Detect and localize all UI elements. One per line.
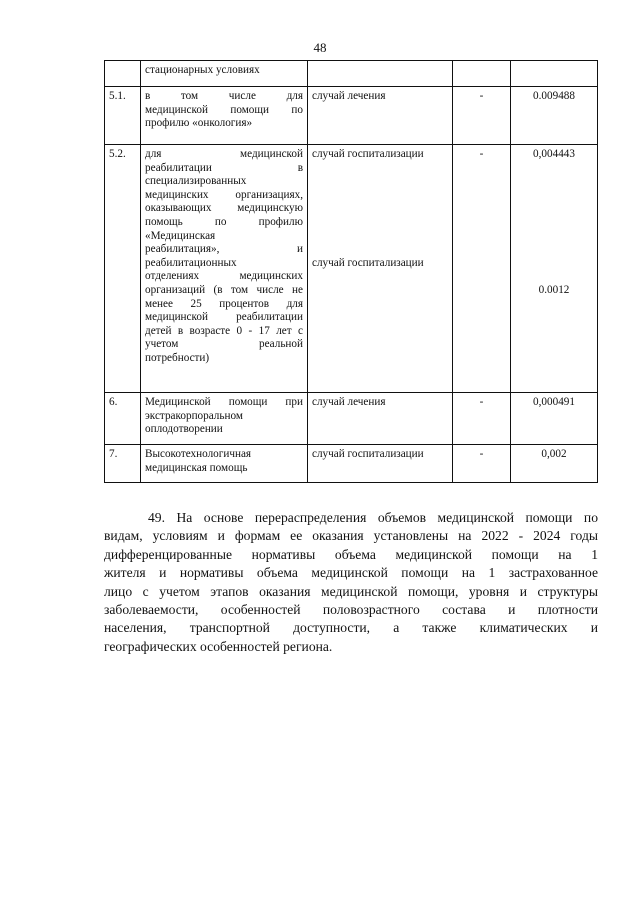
row-number: 5.2.: [105, 145, 141, 393]
row-number: 5.1.: [105, 87, 141, 145]
row-value: 0.009488: [511, 87, 598, 145]
row-dash: -: [453, 393, 511, 445]
paragraph-line: лицо с учетом этапов оказания медицинской помощи, уровня и структуры: [104, 583, 598, 599]
norms-table: [104, 60, 598, 483]
paragraph-line: 49. На основе перераспределения объемов медицинской помощи по: [148, 510, 598, 525]
row-value: 0,002: [511, 445, 598, 483]
paragraph-line: видам, условиям и формам ее оказания установлены на 2022 - 2024 годы: [104, 528, 598, 544]
paragraph-line: населения, транспортной доступности, а также климатических и: [104, 620, 598, 636]
row-value: 0,004443 0.0012: [511, 145, 598, 393]
page-number: 48: [313, 40, 327, 55]
row-number: 6.: [105, 393, 141, 445]
row-description: Высокотехнологичная медицинская помощь: [141, 445, 308, 483]
row-description: стационарных условиях: [141, 61, 308, 87]
paragraph-line: заболеваемости, особенностей половозрастного состава и плотности: [104, 602, 598, 618]
row-dash: -: [453, 145, 511, 393]
table-row: [105, 61, 598, 87]
row-dash: [453, 61, 511, 87]
paragraph-line: жителя и нормативы объема медицинской помощи на 1 застрахованное: [104, 565, 598, 581]
row-description: Медицинской помощи при экстракорпоральном оплодотворении: [141, 393, 308, 445]
row-description: в том числе для медицинской помощи по профилю «онкология»: [141, 87, 308, 145]
row-description: для медицинской реабилитации в специализированных медицинских организациях, оказывающих медицинскую помощь по профилю «Медицинская реабилитация», и реабилитационных отделениях медицинских организаций (в том числе не менее 25 процентов для медицинской реабилитации детей в возрасте 0 - 17 лет с учетом реальной потребности): [141, 145, 308, 393]
row-unit: случай лечения: [308, 87, 453, 145]
paragraph-line: географических особенностей региона.: [104, 638, 333, 654]
row-number: [105, 61, 141, 87]
row-value: 0,000491: [511, 393, 598, 445]
row-number: 7.: [105, 445, 141, 483]
row-dash: -: [453, 87, 511, 145]
paragraph-line: дифференцированные нормативы объема медицинской помощи на 1: [104, 546, 598, 562]
row-unit: [308, 61, 453, 87]
table-row: [105, 445, 598, 483]
row-unit: случай госпитализации: [308, 445, 453, 483]
table-row: [105, 145, 598, 393]
table-row: [105, 393, 598, 445]
row-unit: случай лечения: [308, 393, 453, 445]
table-row: [105, 87, 598, 145]
paragraph-49: [104, 509, 598, 656]
row-dash: -: [453, 445, 511, 483]
row-unit: случай госпитализации случай госпитализации: [308, 145, 453, 393]
row-value: [511, 61, 598, 87]
